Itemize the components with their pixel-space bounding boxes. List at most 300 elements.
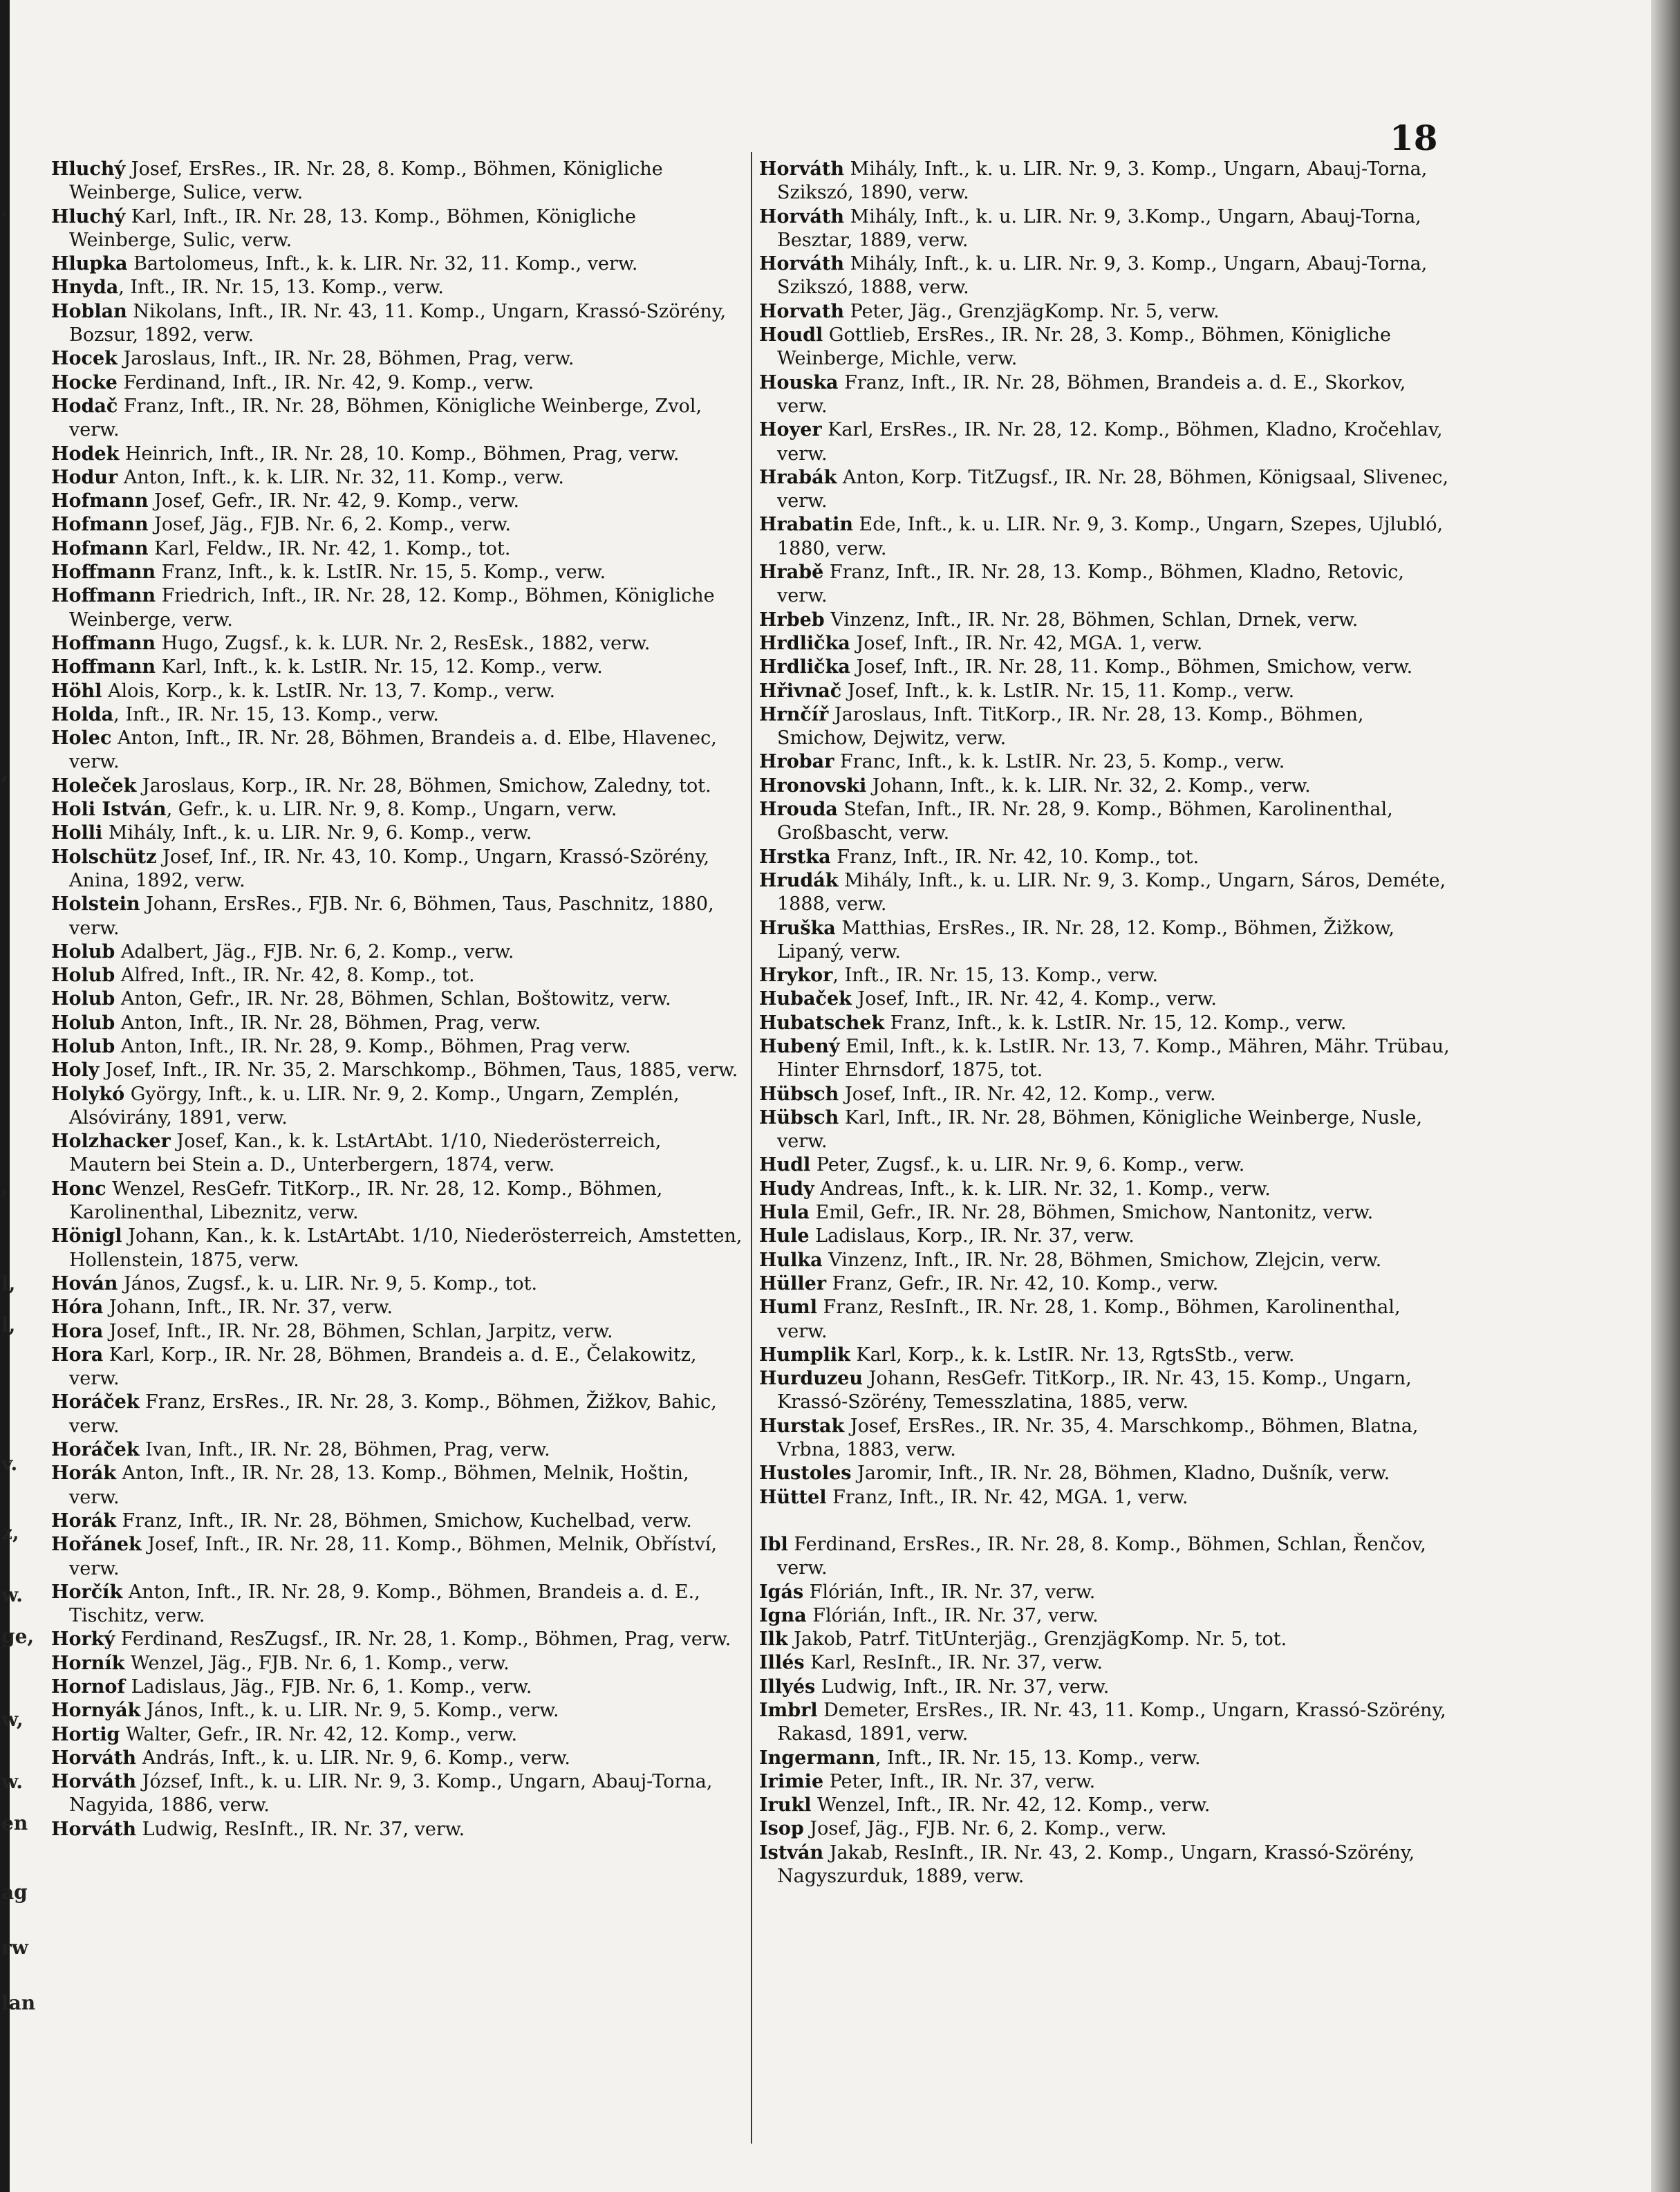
directory-entry xyxy=(759,513,1450,561)
entry-details: Franz, Inft., IR. Nr. 28, Böhmen, Smichow, Kuchelbad, verw. xyxy=(115,1510,692,1532)
entry-surname: Hustoles xyxy=(759,1462,852,1485)
directory-entry xyxy=(51,703,743,727)
directory-entry xyxy=(51,774,743,798)
entry-surname: Holda xyxy=(51,703,114,725)
entry-details: Ladislaus, Jäg., FJB. Nr. 6, 1. Komp., verw. xyxy=(125,1676,532,1698)
directory-entry xyxy=(51,1699,743,1722)
entry-details: János, Inft., k. u. LIR. Nr. 9, 5. Komp., verw. xyxy=(140,1700,559,1722)
entry-details: Stefan, Inft., IR. Nr. 28, 9. Komp., Böhmen, Karolinenthal, Großbascht, verw. xyxy=(777,799,1393,844)
entry-details: Mihály, Inft., k. u. LIR. Nr. 9, 6. Komp., verw. xyxy=(102,822,532,844)
directory-entry xyxy=(51,395,743,443)
margin-fragment: , xyxy=(1,1176,8,1198)
directory-entry xyxy=(759,1628,1450,1651)
entry-surname: Holstein xyxy=(51,893,140,916)
entry-surname: Holzhacker xyxy=(51,1131,171,1153)
directory-entry xyxy=(51,727,743,774)
entry-surname: Hüller xyxy=(759,1272,827,1294)
entry-surname: Hofmann xyxy=(51,537,149,559)
entry-details: Emil, Gefr., IR. Nr. 28, Böhmen, Smichow, Nantonitz, verw. xyxy=(809,1202,1374,1224)
entry-details: Alois, Korp., k. k. LstIR. Nr. 13, 7. Komp., verw. xyxy=(102,680,556,702)
directory-entry xyxy=(759,1841,1450,1889)
entry-surname: Horáček xyxy=(51,1391,140,1413)
entry-surname: Hován xyxy=(51,1272,118,1294)
page-number: 18 xyxy=(1390,118,1438,158)
directory-entry xyxy=(51,1035,743,1059)
directory-entry xyxy=(759,774,1450,798)
entry-details: , Gefr., k. u. LIR. Nr. 9, 8. Komp., Ungarn, verw. xyxy=(166,799,617,821)
entry-surname: Illés xyxy=(759,1652,805,1674)
entry-details: Peter, Inft., IR. Nr. 37, verw. xyxy=(823,1770,1096,1792)
entry-surname: Hrabě xyxy=(759,561,824,584)
entry-surname: Hodač xyxy=(51,395,118,417)
directory-entry xyxy=(51,964,743,987)
directory-entry xyxy=(759,1153,1450,1177)
directory-entry xyxy=(759,1225,1450,1248)
entry-details: Heinrich, Inft., IR. Nr. 28, 10. Komp., Böhmen, Prag, verw. xyxy=(119,443,680,465)
entry-details: Andreas, Inft., k. k. LIR. Nr. 32, 1. Komp., verw. xyxy=(814,1178,1271,1200)
entry-surname: Horčík xyxy=(51,1581,123,1603)
entry-surname: Hüttel xyxy=(759,1486,827,1508)
entry-details: Anton, Gefr., IR. Nr. 28, Böhmen, Schlan, Boštowitz, verw. xyxy=(115,988,671,1010)
entry-details: , Inft., IR. Nr. 15, 13. Komp., verw. xyxy=(118,277,444,299)
entry-surname: Hurstak xyxy=(759,1415,845,1437)
entry-surname: Hrykor xyxy=(759,965,833,987)
entry-surname: Illyés xyxy=(759,1675,816,1698)
entry-surname: Hrabák xyxy=(759,466,837,488)
entry-details: Anton, Inft., IR. Nr. 28, Böhmen, Prag, verw. xyxy=(115,1012,541,1034)
directory-entry xyxy=(51,1818,743,1841)
directory-entry xyxy=(759,1272,1450,1296)
entry-details: Karl, Feldw., IR. Nr. 42, 1. Komp., tot. xyxy=(148,537,511,559)
directory-entry xyxy=(51,1344,743,1391)
entry-surname: Hubatschek xyxy=(759,1012,885,1034)
directory-entry xyxy=(51,1391,743,1438)
entry-details: Jakab, ResInft., IR. Nr. 43, 2. Komp., Ungarn, Krassó-Szörény, Nagyszurduk, 1889, verw. xyxy=(777,1841,1415,1888)
entry-details: Anton, Inft., IR. Nr. 28, 9. Komp., Böhmen, Brandeis a. d. E., Tischitz, verw. xyxy=(69,1581,700,1627)
entry-details: Ede, Inft., k. u. LIR. Nr. 9, 3. Komp., Ungarn, Szepes, Ujlubló, 1880, verw. xyxy=(777,514,1444,559)
directory-entry xyxy=(759,1817,1450,1841)
entry-surname: Horník xyxy=(51,1652,125,1674)
entry-details: Josef, Inft., k. k. LstIR. Nr. 15, 11. Komp., verw. xyxy=(841,680,1295,702)
directory-entry xyxy=(759,750,1450,774)
entry-surname: Hocke xyxy=(51,371,118,393)
entry-surname: Holub xyxy=(51,1012,115,1034)
entry-surname: Hübsch xyxy=(759,1083,839,1105)
margin-fragment: , xyxy=(1,761,8,783)
directory-entry xyxy=(759,466,1450,514)
entry-surname: Hocek xyxy=(51,348,118,370)
directory-entry xyxy=(51,1083,743,1131)
entry-details: Josef, Inft., IR. Nr. 28, 11. Komp., Böhmen, Melnik, Obříství, verw. xyxy=(69,1534,717,1579)
entry-details: Josef, Kan., k. k. LstArtAbt. 1/10, Niederösterreich, Mautern bei Stein a. D., Unterbergern, 1874, verw. xyxy=(69,1131,662,1176)
directory-entry xyxy=(759,1604,1450,1628)
entry-surname: Hoffmann xyxy=(51,656,156,678)
entry-surname: Houdl xyxy=(759,324,823,346)
entry-details: Franz, ResInft., IR. Nr. 28, 1. Komp., Böhmen, Karolinenthal, verw. xyxy=(777,1297,1401,1342)
entry-details: Josef, Inft., IR. Nr. 42, 4. Komp., verw. xyxy=(851,988,1217,1010)
directory-entry xyxy=(51,1747,743,1770)
entry-details: Johann, ErsRes., FJB. Nr. 6, Böhmen, Taus, Paschnitz, 1880, verw. xyxy=(69,893,714,939)
entry-surname: Hönigl xyxy=(51,1225,122,1247)
entry-details: Gottlieb, ErsRes., IR. Nr. 28, 3. Komp., Böhmen, Königliche Weinberge, Michle, verw. xyxy=(777,324,1391,370)
entry-surname: Ilk xyxy=(759,1628,788,1651)
directory-entry xyxy=(759,1178,1450,1201)
directory-entry xyxy=(759,1249,1450,1272)
margin-fragment: lan xyxy=(1,1991,36,2014)
entry-details: Josef, Inft., IR. Nr. 35, 2. Marschkomp., Böhmen, Taus, 1885, verw. xyxy=(99,1059,738,1081)
directory-entry xyxy=(51,443,743,466)
entry-details: Flórián, Inft., IR. Nr. 37, verw. xyxy=(806,1604,1099,1626)
entry-surname: Horvath xyxy=(759,300,845,322)
entry-details: , Inft., IR. Nr. 15, 13. Komp., verw. xyxy=(832,965,1159,987)
entry-details: Josef, Inft., IR. Nr. 42, MGA. 1, verw. xyxy=(850,632,1203,654)
entry-surname: Holub xyxy=(51,965,115,987)
directory-entry xyxy=(759,324,1450,371)
directory-entry xyxy=(51,893,743,940)
entry-surname: Holub xyxy=(51,1035,115,1057)
entry-details: Mihály, Inft., k. u. LIR. Nr. 9, 3. Komp., Ungarn, Abauj-Torna, Szikszó, 1888, verw. xyxy=(777,253,1428,299)
entry-surname: Hrabatin xyxy=(759,514,853,536)
adjacent-page-margin xyxy=(0,0,36,2192)
entry-surname: Hurduzeu xyxy=(759,1368,864,1390)
entry-surname: Hornof xyxy=(51,1676,125,1698)
entry-surname: Hule xyxy=(759,1225,810,1247)
directory-entry xyxy=(51,490,743,513)
directory-entry xyxy=(51,1059,743,1082)
entry-details: Ferdinand, ErsRes., IR. Nr. 28, 8. Komp., Böhmen, Schlan, Řenčov, verw. xyxy=(777,1533,1426,1579)
directory-entry xyxy=(51,513,743,537)
entry-surname: Hora xyxy=(51,1344,104,1366)
entry-surname: Ingermann xyxy=(759,1747,875,1769)
entry-surname: Hofmann xyxy=(51,490,149,512)
entry-details: Karl, Inft., IR. Nr. 28, 13. Komp., Böhmen, Königliche Weinberge, Sulic, verw. xyxy=(69,205,637,251)
entry-details: Ladislaus, Korp., IR. Nr. 37, verw. xyxy=(809,1225,1135,1247)
directory-entry xyxy=(51,561,743,584)
directory-entry xyxy=(759,846,1450,869)
entry-details: Karl, Inft., k. k. LstIR. Nr. 15, 12. Komp., verw. xyxy=(156,656,603,678)
entry-surname: Hrouda xyxy=(759,799,838,821)
entry-surname: Horký xyxy=(51,1628,115,1651)
entry-details: Johann, Inft., k. k. LIR. Nr. 32, 2. Komp., verw. xyxy=(866,774,1311,797)
entry-details: György, Inft., k. u. LIR. Nr. 9, 2. Komp., Ungarn, Zemplén, Alsóvirány, 1891, verw. xyxy=(69,1083,680,1128)
entry-surname: Hora xyxy=(51,1320,104,1342)
entry-surname: Hlupka xyxy=(51,253,128,275)
entry-details: Anton, Inft., k. k. LIR. Nr. 32, 11. Komp., verw. xyxy=(118,466,564,488)
directory-entry xyxy=(759,964,1450,987)
entry-details: Franz, Inft., IR. Nr. 42, 10. Komp., tot. xyxy=(830,846,1200,868)
directory-entry xyxy=(759,252,1450,300)
directory-entry xyxy=(51,632,743,656)
entry-details: Ludwig, ResInft., IR. Nr. 37, verw. xyxy=(136,1818,465,1840)
directory-entry xyxy=(51,1225,743,1272)
page-right-shadow xyxy=(1651,0,1680,2192)
entry-details: Ferdinand, Inft., IR. Nr. 42, 9. Komp., verw. xyxy=(117,371,534,393)
entry-surname: Hrobar xyxy=(759,751,834,773)
directory-entry xyxy=(51,940,743,964)
entry-details: Josef, ErsRes., IR. Nr. 35, 4. Marschkomp., Böhmen, Blatna, Vrbna, 1883, verw. xyxy=(777,1415,1419,1461)
directory-entry xyxy=(759,1367,1450,1415)
entry-surname: Holec xyxy=(51,727,112,750)
entry-details: Franz, Inft., IR. Nr. 42, MGA. 1, verw. xyxy=(826,1486,1188,1508)
entry-surname: Hřivnač xyxy=(759,680,842,702)
entry-details: Anton, Inft., IR. Nr. 28, Böhmen, Brandeis a. d. Elbe, Hlavenec, verw. xyxy=(69,727,717,773)
entry-surname: Hluchý xyxy=(51,158,126,180)
entry-surname: Hofmann xyxy=(51,514,149,536)
entry-details: Mihály, Inft., k. u. LIR. Nr. 9, 3.Komp., Ungarn, Abauj-Torna, Besztar, 1889, verw. xyxy=(777,205,1421,251)
entry-surname: Horváth xyxy=(51,1747,137,1769)
directory-entry xyxy=(51,347,743,371)
entry-surname: Hoffmann xyxy=(51,585,156,607)
directory-entry xyxy=(51,1723,743,1747)
directory-entry xyxy=(759,300,1450,324)
entry-surname: Hortig xyxy=(51,1723,120,1745)
directory-entry xyxy=(51,1130,743,1178)
directory-entry xyxy=(759,1035,1450,1083)
entry-surname: Igás xyxy=(759,1581,804,1603)
directory-entry xyxy=(759,1581,1450,1604)
directory-entry xyxy=(759,703,1450,751)
entry-surname: Hoyer xyxy=(759,419,822,441)
directory-entry xyxy=(51,680,743,703)
directory-entry xyxy=(759,1012,1450,1035)
margin-fragment: z, xyxy=(1,1521,19,1544)
directory-entry xyxy=(51,1296,743,1319)
entry-surname: Hubaček xyxy=(759,988,852,1010)
entry-surname: Hula xyxy=(759,1202,810,1224)
directory-entry xyxy=(51,300,743,348)
entry-surname: Huml xyxy=(759,1297,817,1319)
entry-details: Josef, ErsRes., IR. Nr. 28, 8. Komp., Böhmen, Königliche Weinberge, Sulice, verw. xyxy=(69,158,663,204)
margin-fragment: w. xyxy=(1,1770,24,1793)
entry-details: Franz, Inft., IR. Nr. 28, Böhmen, Brandeis a. d. E., Skorkov, verw. xyxy=(777,371,1406,417)
entry-details: Bartolomeus, Inft., k. k. LIR. Nr. 32, 11. Komp., verw. xyxy=(127,253,638,275)
entry-details: Karl, Korp., IR. Nr. 28, Böhmen, Brandeis a. d. E., Čelakowitz, verw. xyxy=(69,1344,697,1390)
entry-surname: Holi István xyxy=(51,799,167,821)
margin-fragment: l, xyxy=(1,1314,16,1337)
directory-entry xyxy=(759,632,1450,656)
entry-details: Jaroslaus, Inft. TitKorp., IR. Nr. 28, 13. Komp., Böhmen, Smichow, Dejwitz, verw. xyxy=(777,703,1364,750)
entry-surname: Horáček xyxy=(51,1439,140,1461)
entry-surname: Holeček xyxy=(51,774,137,797)
entry-details: Karl, Korp., k. k. LstIR. Nr. 13, RgtsStb., verw. xyxy=(850,1344,1295,1366)
entry-details: Emil, Inft., k. k. LstIR. Nr. 13, 7. Komp., Mähren, Mähr. Trübau, Hinter Ehrnsdorf, 1875, tot. xyxy=(777,1035,1450,1081)
entry-details: Demeter, ErsRes., IR. Nr. 43, 11. Komp., Ungarn, Krassó-Szörény, Rakasd, 1891, verw. xyxy=(777,1700,1446,1745)
entry-surname: Hoffmann xyxy=(51,632,156,654)
margin-fragment: ag xyxy=(1,1881,28,1904)
entry-surname: Hrdlička xyxy=(759,632,850,654)
directory-entry xyxy=(759,1486,1450,1510)
entry-details: Franz, Gefr., IR. Nr. 42, 10. Komp., verw. xyxy=(826,1272,1219,1294)
entry-surname: Hóra xyxy=(51,1297,104,1319)
entry-surname: Hübsch xyxy=(759,1106,839,1128)
directory-entry xyxy=(759,1699,1450,1747)
entry-details: Ferdinand, ResZugsf., IR. Nr. 28, 1. Komp., Böhmen, Prag, verw. xyxy=(115,1628,731,1651)
entry-surname: Honc xyxy=(51,1178,106,1200)
entry-surname: Horák xyxy=(51,1462,116,1485)
entry-details: Hugo, Zugsf., k. k. LUR. Nr. 2, ResEsk., 1882, verw. xyxy=(156,632,651,654)
margin-fragment: rw xyxy=(1,1936,28,1959)
entry-surname: Hoffmann xyxy=(51,561,156,584)
entry-details: András, Inft., k. u. LIR. Nr. 9, 6. Komp., verw. xyxy=(136,1747,571,1769)
directory-entry xyxy=(51,537,743,561)
entry-surname: Horváth xyxy=(759,253,845,275)
margin-fragment: v. xyxy=(1,1452,18,1475)
entry-details: Alfred, Inft., IR. Nr. 42, 8. Komp., tot. xyxy=(115,965,475,987)
entry-details: , Inft., IR. Nr. 15, 13. Komp., verw. xyxy=(113,703,439,725)
entry-surname: Hudl xyxy=(759,1154,811,1176)
margin-fragment: ' xyxy=(1,207,8,230)
entry-details: Mihály, Inft., k. u. LIR. Nr. 9, 3. Komp., Ungarn, Abauj-Torna, Szikszó, 1890, verw. xyxy=(777,158,1428,204)
entry-surname: Holschütz xyxy=(51,846,157,868)
entry-details: Vinzenz, Inft., IR. Nr. 28, Böhmen, Schlan, Drnek, verw. xyxy=(824,609,1359,631)
directory-entry xyxy=(51,798,743,821)
directory-entry xyxy=(51,656,743,679)
directory-entry xyxy=(759,1083,1450,1106)
directory-entry xyxy=(759,561,1450,609)
entry-details: Johann, Kan., k. k. LstArtAbt. 1/10, Niederösterreich, Amstetten, Hollenstein, 1875, verw. xyxy=(69,1225,743,1271)
entry-surname: Igna xyxy=(759,1604,807,1626)
entry-surname: Höhl xyxy=(51,680,102,702)
margin-fragment: w. xyxy=(1,1583,24,1606)
entry-details: Jaroslaus, Korp., IR. Nr. 28, Böhmen, Smichow, Zaledny, tot. xyxy=(136,774,711,797)
entry-surname: Ibl xyxy=(759,1533,788,1555)
entry-details: Anton, Korp. TitZugsf., IR. Nr. 28, Böhmen, Königsaal, Slivenec, verw. xyxy=(777,466,1449,512)
entry-details: Franz, Inft., IR. Nr. 28, Böhmen, Königliche Weinberge, Zvol, verw. xyxy=(69,395,702,441)
entry-details: Flórián, Inft., IR. Nr. 37, verw. xyxy=(803,1581,1096,1603)
entry-details: Johann, Inft., IR. Nr. 37, verw. xyxy=(103,1297,393,1319)
entry-details: József, Inft., k. u. LIR. Nr. 9, 3. Komp., Ungarn, Abauj-Torna, Nagyida, 1886, verw. xyxy=(69,1771,713,1817)
entry-details: Friedrich, Inft., IR. Nr. 28, 12. Komp., Böhmen, Königliche Weinberge, verw. xyxy=(69,585,715,631)
entry-surname: Horváth xyxy=(51,1818,137,1840)
entry-surname: Irukl xyxy=(759,1794,812,1817)
directory-entry xyxy=(51,252,743,276)
directory-entry xyxy=(759,418,1450,466)
directory-entry xyxy=(759,987,1450,1011)
directory-entry xyxy=(759,680,1450,703)
entry-details: Wenzel, ResGefr. TitKorp., IR. Nr. 28, 12. Komp., Böhmen, Karolinenthal, Libeznitz, verw. xyxy=(69,1178,663,1224)
directory-entry xyxy=(51,371,743,395)
entry-details: Franz, Inft., k. k. LstIR. Nr. 15, 5. Komp., verw. xyxy=(156,561,606,584)
entry-surname: Hornyák xyxy=(51,1700,141,1722)
entry-surname: Hoblan xyxy=(51,300,127,322)
entry-surname: Holli xyxy=(51,822,103,844)
entry-details: Franz, Inft., k. k. LstIR. Nr. 15, 12. Komp., verw. xyxy=(884,1012,1347,1034)
directory-entry xyxy=(51,1581,743,1628)
entry-surname: Hudy xyxy=(759,1178,814,1200)
entry-surname: Horváth xyxy=(759,158,845,180)
entry-details: Vinzenz, Inft., IR. Nr. 28, Böhmen, Smichow, Zlejcin, verw. xyxy=(822,1249,1382,1271)
entry-surname: Hronovski xyxy=(759,774,867,797)
entry-details: Adalbert, Jäg., FJB. Nr. 6, 2. Komp., verw. xyxy=(115,940,514,963)
entry-details: Josef, Inf., IR. Nr. 43, 10. Komp., Ungarn, Krassó-Szörény, Anina, 1892, verw. xyxy=(69,846,710,891)
directory-entry xyxy=(759,609,1450,632)
entry-surname: Horváth xyxy=(51,1771,137,1793)
directory-entry xyxy=(51,1012,743,1035)
entry-details: Franz, Inft., IR. Nr. 28, 13. Komp., Böhmen, Kladno, Retovic, verw. xyxy=(777,561,1404,607)
entry-details: Josef, Jäg., FJB. Nr. 6, 2. Komp., verw. xyxy=(803,1818,1167,1840)
entry-details: Ludwig, Inft., IR. Nr. 37, verw. xyxy=(815,1675,1110,1698)
entry-surname: Hodur xyxy=(51,466,118,488)
directory-entry xyxy=(51,1320,743,1344)
directory-entry xyxy=(51,1438,743,1462)
margin-fragment: l, xyxy=(1,1272,16,1295)
margin-fragment: w, xyxy=(1,1708,24,1731)
directory-entry xyxy=(759,656,1450,679)
directory-entry xyxy=(759,158,1450,205)
directory-entry xyxy=(51,1652,743,1675)
directory-entry xyxy=(51,584,743,632)
entry-details: Karl, Inft., IR. Nr. 28, Böhmen, Königliche Weinberge, Nusle, verw. xyxy=(777,1106,1423,1153)
margin-fragment: ge, xyxy=(1,1625,35,1648)
entry-details: Karl, ResInft., IR. Nr. 37, verw. xyxy=(804,1652,1103,1674)
entry-details: , Inft., IR. Nr. 15, 13. Komp., verw. xyxy=(875,1747,1201,1769)
entry-surname: Holykó xyxy=(51,1083,125,1105)
directory-entry xyxy=(51,1533,743,1581)
entry-surname: Horváth xyxy=(759,205,845,227)
entry-surname: Hrnčíř xyxy=(759,703,829,725)
directory-entry xyxy=(51,1462,743,1510)
directory-entry xyxy=(759,1533,1450,1581)
directory-entry xyxy=(759,1462,1450,1485)
directory-entry xyxy=(759,1415,1450,1462)
directory-entry xyxy=(759,1201,1450,1225)
entry-details: Jaromir, Inft., IR. Nr. 28, Böhmen, Kladno, Dušník, verw. xyxy=(851,1462,1390,1485)
directory-entry xyxy=(51,1675,743,1699)
entry-details: Anton, Inft., IR. Nr. 28, 9. Komp., Böhmen, Prag verw. xyxy=(115,1035,631,1057)
entry-details: Matthias, ErsRes., IR. Nr. 28, 12. Komp., Böhmen, Žižkow, Lipaný, verw. xyxy=(777,917,1394,963)
entry-surname: Hrudák xyxy=(759,869,839,891)
directory-entry xyxy=(759,1747,1450,1770)
directory-entry xyxy=(51,1628,743,1651)
directory-entry xyxy=(51,466,743,490)
directory-entry xyxy=(759,1770,1450,1794)
entry-details: Karl, ErsRes., IR. Nr. 28, 12. Komp., Böhmen, Kladno, Kročehlav, verw. xyxy=(777,419,1443,465)
directory-entry xyxy=(759,869,1450,917)
directory-entry xyxy=(759,1106,1450,1154)
directory-entry xyxy=(759,205,1450,253)
entry-surname: Hrdlička xyxy=(759,656,850,678)
directory-entry xyxy=(51,821,743,845)
directory-entry xyxy=(51,276,743,299)
entry-details: Franz, ErsRes., IR. Nr. 28, 3. Komp., Böhmen, Žižkov, Bahic, verw. xyxy=(69,1391,717,1437)
column-divider xyxy=(751,152,752,2144)
directory-entry xyxy=(51,1272,743,1296)
entry-details: Wenzel, Jäg., FJB. Nr. 6, 1. Komp., verw. xyxy=(124,1652,510,1674)
entry-details: Johann, ResGefr. TitKorp., IR. Nr. 43, 15. Komp., Ungarn, Krassó-Szörény, Temesszlatina, 1885, verw. xyxy=(777,1368,1412,1413)
entry-details: Peter, Jäg., GrenzjägKomp. Nr. 5, verw. xyxy=(844,300,1220,322)
entry-surname: Hruška xyxy=(759,917,836,939)
left-column xyxy=(51,158,743,1841)
directory-entry xyxy=(51,158,743,205)
directory-entry xyxy=(759,1675,1450,1699)
entry-details: Jaroslaus, Inft., IR. Nr. 28, Böhmen, Prag, verw. xyxy=(117,348,575,370)
entry-surname: Horák xyxy=(51,1510,116,1532)
directory-entry xyxy=(51,987,743,1011)
entry-details: Peter, Zugsf., k. u. LIR. Nr. 9, 6. Komp., verw. xyxy=(810,1154,1245,1176)
directory-entry xyxy=(51,1178,743,1225)
entry-surname: Hulka xyxy=(759,1249,823,1271)
directory-entry xyxy=(759,1296,1450,1344)
entry-details: Walter, Gefr., IR. Nr. 42, 12. Komp., verw. xyxy=(120,1723,518,1745)
entry-surname: Hrbeb xyxy=(759,609,825,631)
entry-surname: Hodek xyxy=(51,443,120,465)
directory-entry xyxy=(759,1344,1450,1367)
entry-surname: Hluchý xyxy=(51,205,126,227)
directory-entry xyxy=(759,798,1450,846)
entry-surname: Humplik xyxy=(759,1344,850,1366)
directory-entry xyxy=(51,205,743,253)
entry-surname: Holub xyxy=(51,940,115,963)
